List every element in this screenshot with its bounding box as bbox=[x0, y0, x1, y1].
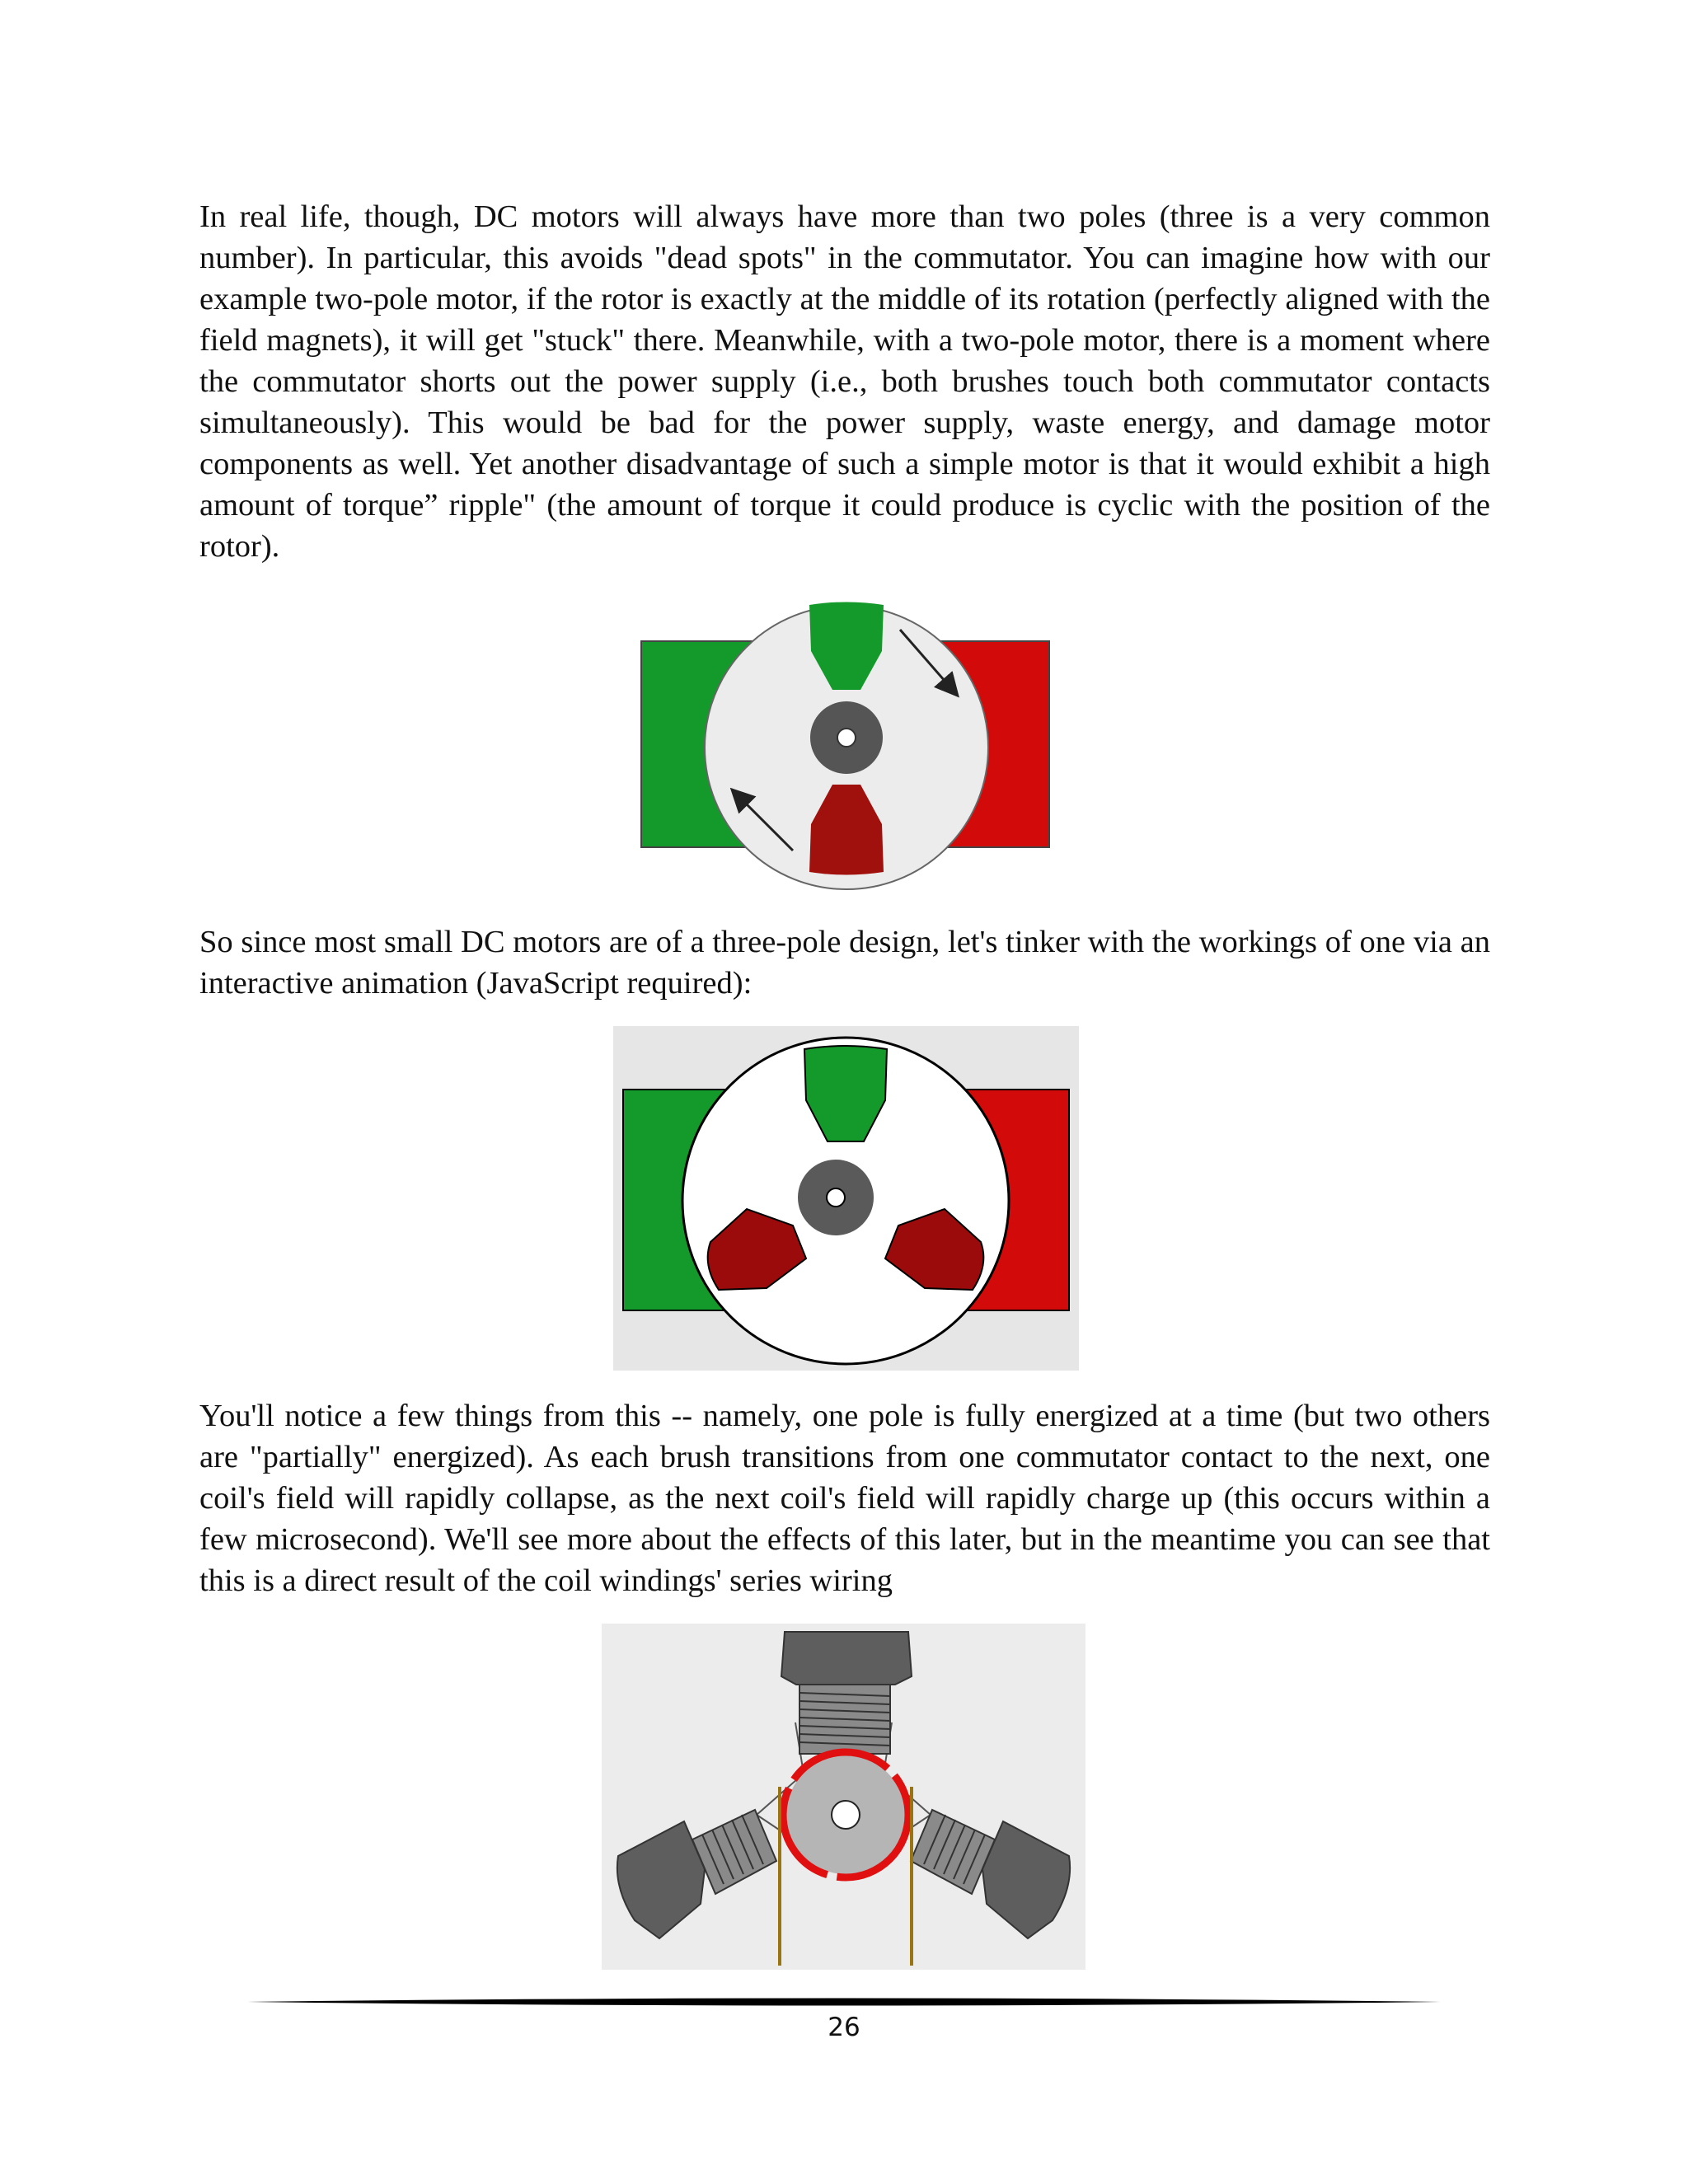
winding-pole-top bbox=[781, 1632, 912, 1685]
paragraph-energized-poles: You'll notice a few things from this -- namely, one pole is fully energized at a time (but two others are "partially" energized). As each brush transitions from one commutator contact to the next, one coil's field will rapidly collapse, as the next coil's field will rapidly charge up (this occurs within a few microsecond). We'll see more about the effects of this later, but in the meantime you can see that this is a direct result of the coil windings' series wiring bbox=[199, 1399, 1490, 1598]
paragraph-three-pole-intro: So since most small DC motors are of a three-pole design, let's tinker with the workings of one via an interactive animation (JavaScript required): bbox=[199, 925, 1490, 1001]
coil-windings-figure bbox=[602, 1624, 1085, 1970]
three-pole-motor-figure bbox=[613, 1026, 1079, 1371]
paragraph-multi-pole-intro: In real life, though, DC motors will always have more than two poles (three is a very common number). In particular, this avoids "dead spots" in the commutator. You can imagine how with our example two-pole motor, if the rotor is exactly at the middle of its rotation (perfectly aligned with the field magnets), it will get "stuck" there. Meanwhile, with a two-pole motor, there is a moment where the commutator shorts out the power supply (i.e., both brushes touch both commutator contacts simultaneously). This would be bad for the power supply, waste energy, and damage motor components as well. Yet another disadvantage of such a simple motor is that it would exhibit a high amount of torque” ripple" (the amount of torque it could produce is cyclic with the position of the rotor). bbox=[199, 199, 1490, 564]
two-pole-motor-figure bbox=[635, 587, 1055, 900]
page-number: 26 bbox=[828, 2013, 860, 2042]
rotor-shaft bbox=[832, 1801, 860, 1829]
footer-divider bbox=[247, 1993, 1441, 2011]
rotor-shaft bbox=[827, 1188, 845, 1207]
rotor-shaft bbox=[837, 729, 856, 747]
coil-winding-top bbox=[799, 1685, 890, 1754]
